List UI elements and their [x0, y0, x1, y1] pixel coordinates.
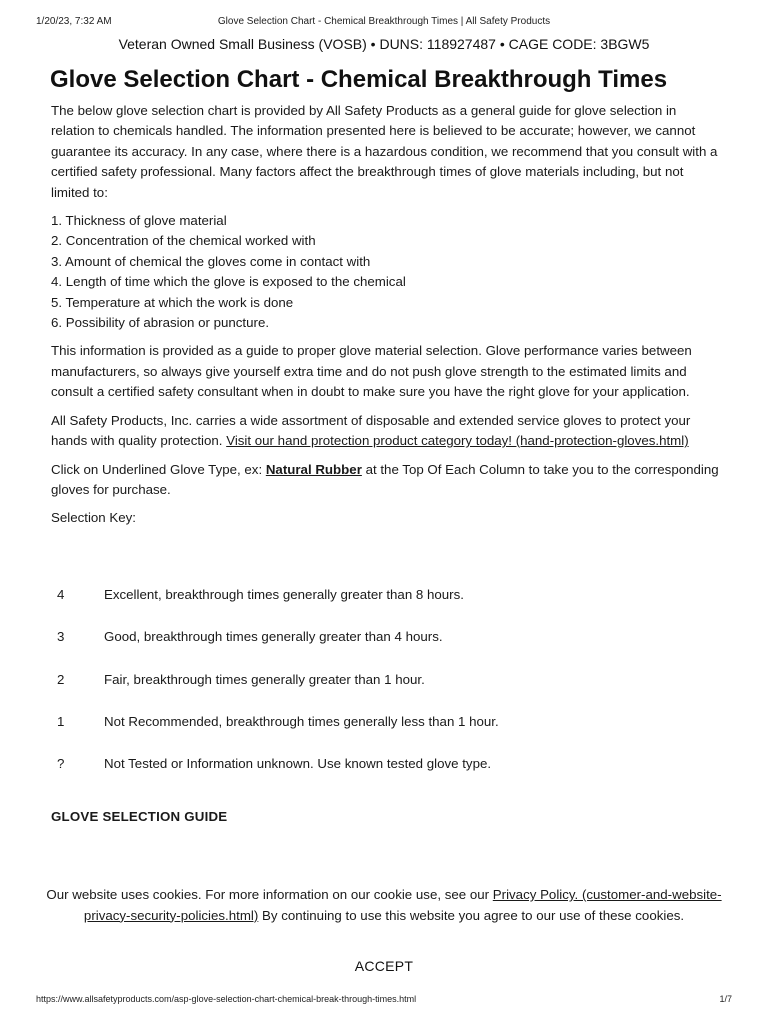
key-code: 4: [57, 587, 65, 602]
vosb-banner: Veteran Owned Small Business (VOSB) • DUNS: 118927487 • CAGE CODE: 3BGW5: [118, 36, 650, 52]
natural-rubber-link[interactable]: Natural Rubber: [265, 461, 362, 477]
print-page-title: Glove Selection Chart - Chemical Breakthrough Times | All Safety Products: [217, 16, 551, 27]
list-item: 6. Possibility of abrasion or puncture.: [51, 315, 270, 331]
key-code: ?: [57, 756, 65, 772]
assortment-text: All Safety Products, Inc. carries a wide assortment of disposable and extended service gloves to protect your hands with quality protection.: [51, 412, 691, 449]
print-header: [36, 16, 732, 30]
key-code: 3: [57, 629, 65, 645]
key-code: 1: [57, 713, 65, 729]
key-description: Not Tested or Information unknown. Use known tested glove type.: [104, 756, 492, 772]
hand-protection-link[interactable]: Visit our hand protection product category today! (hand-protection-gloves.html): [226, 433, 689, 449]
key-description: Good, breakthrough times generally greater than 4 hours.: [104, 629, 443, 645]
table-row: [51, 714, 723, 756]
intro-paragraph: The below glove selection chart is provided by All Safety Products as a general guide for glove selection in relation to chemicals handled. The information presented here is believed to be accurate; however, we cannot guarantee its accuracy. In any case, where there is a hazardous condition, we recommend that you consult with a certified safety professional. Many factors affect the breakthrough times of glove materials including, but not limited to:: [51, 103, 718, 200]
key-code: 2: [57, 671, 65, 687]
key-description: Not Recommended, breakthrough times generally less than 1 hour.: [104, 713, 499, 729]
print-url: https://www.allsafetyproducts.com/asp-glove-selection-chart-chemical-break-through-times.html: [36, 994, 417, 1004]
page-number: 1/7: [719, 994, 732, 1004]
selection-key-label: Selection Key:: [51, 510, 137, 526]
main-content: [51, 101, 723, 537]
list-item: 1. Thickness of glove material: [51, 213, 227, 229]
assortment-paragraph: [51, 411, 723, 452]
list-item: 2. Concentration of the chemical worked with: [51, 233, 316, 249]
key-description: Excellent, breakthrough times generally greater than 8 hours.: [104, 587, 464, 602]
accept-cookies-button[interactable]: ACCEPT: [334, 955, 434, 977]
factor-list: [51, 211, 723, 333]
table-row: [51, 672, 723, 714]
cookie-banner: [40, 885, 728, 926]
table-row: [51, 587, 723, 629]
cookie-text-after: By continuing to use this website you agree to our use of these cookies.: [258, 907, 685, 923]
page-title: Glove Selection Chart - Chemical Breakthrough Times: [50, 66, 668, 93]
click-instruction: [51, 460, 723, 501]
print-datetime: 1/20/23, 7:32 AM: [36, 16, 112, 27]
click-instruction-before: Click on Underlined Glove Type, ex:: [51, 461, 266, 477]
list-item: 3. Amount of chemical the gloves come in contact with: [51, 253, 371, 269]
list-item: 5. Temperature at which the work is done: [51, 294, 294, 310]
guide-paragraph: This information is provided as a guide to proper glove material selection. Glove performance varies between manufacturers, so always give yourself extra time and do not push glove strength to the estimated limits and consult a certified safety consultant when in doubt to make sure you have the right glove for your application.: [51, 343, 692, 400]
table-row: [51, 756, 723, 798]
print-footer: [36, 994, 732, 1008]
key-description: Fair, breakthrough times generally greater than 1 hour.: [104, 671, 425, 687]
selection-key-table: [51, 587, 723, 798]
privacy-policy-link[interactable]: Privacy Policy. (customer-and-website-privacy-security-policies.html): [83, 887, 722, 923]
table-row: [51, 629, 723, 671]
cookie-text-before: Our website uses cookies. For more information on our cookie use, see our: [46, 887, 493, 902]
glove-selection-guide-heading: GLOVE SELECTION GUIDE: [51, 809, 228, 824]
list-item: 4. Length of time which the glove is exposed to the chemical: [51, 274, 406, 290]
click-instruction-after: at the Top Of Each Column to take you to the corresponding gloves for purchase.: [51, 461, 719, 497]
